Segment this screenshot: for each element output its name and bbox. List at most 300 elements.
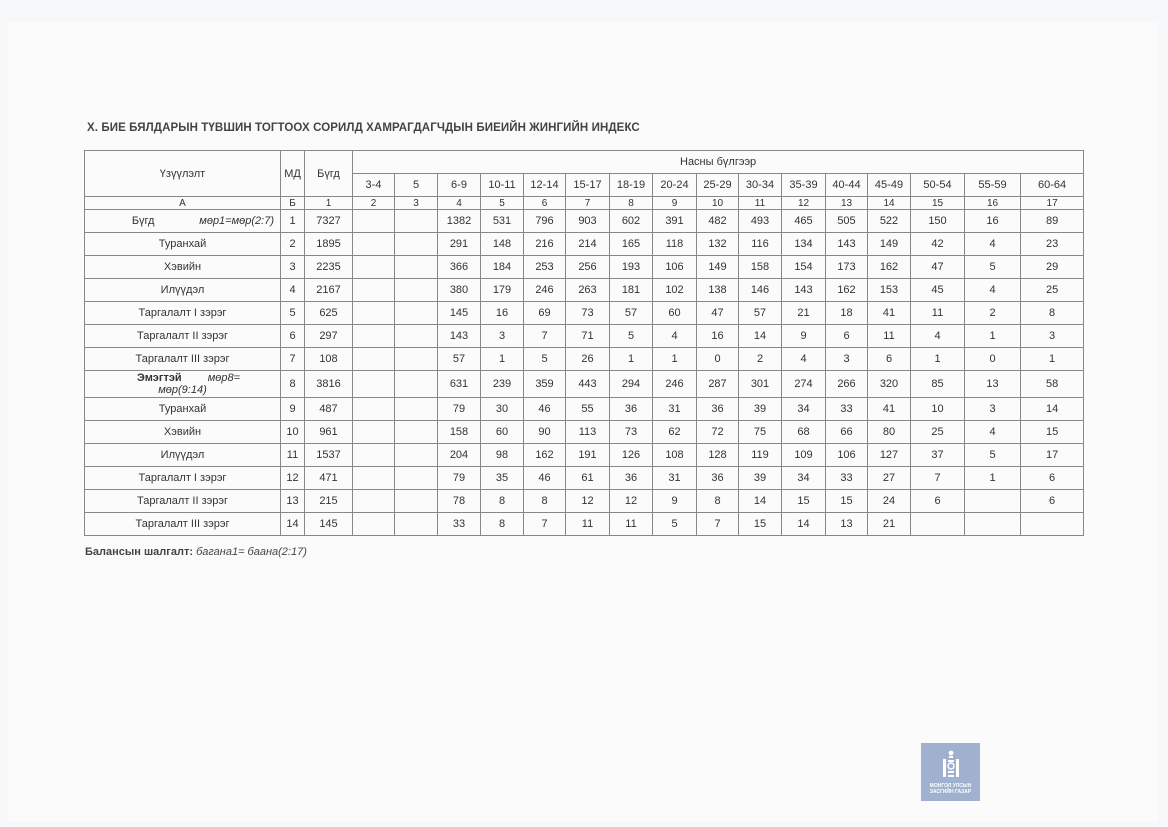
cell-value: 12 [566, 490, 610, 513]
cell-value: 1 [653, 348, 697, 371]
cell-value [353, 210, 395, 233]
cell-value: 3 [965, 398, 1021, 421]
cell-value [965, 490, 1021, 513]
cell-value: 903 [566, 210, 610, 233]
cell-value: 47 [697, 302, 739, 325]
row-label [85, 371, 281, 398]
cell-value: 68 [782, 421, 826, 444]
column-code: 4 [438, 197, 481, 210]
age-group-header: 18-19 [610, 174, 653, 197]
cell-value [965, 513, 1021, 536]
cell-value [395, 279, 438, 302]
age-group-header: 45-49 [868, 174, 911, 197]
column-code: 2 [353, 197, 395, 210]
age-group-header: 40-44 [826, 174, 868, 197]
cell-value: 4 [782, 348, 826, 371]
header-indicator: Үзүүлэлт [85, 151, 281, 197]
cell-value: 3 [481, 325, 524, 348]
cell-value: 36 [610, 398, 653, 421]
cell-value [1021, 513, 1084, 536]
cell-value: 85 [911, 371, 965, 398]
row-total: 487 [305, 398, 353, 421]
row-formula: мөр8= [207, 372, 241, 384]
cell-value: 10 [911, 398, 965, 421]
age-group-header: 60-64 [1021, 174, 1084, 197]
cell-value: 33 [826, 467, 868, 490]
cell-value: 6 [1021, 467, 1084, 490]
cell-value [353, 467, 395, 490]
header-age-groups: Насны бүлгээр [353, 151, 1084, 174]
cell-value: 41 [868, 302, 911, 325]
cell-value: 8 [481, 513, 524, 536]
cell-value: 24 [868, 490, 911, 513]
cell-value: 7 [524, 513, 566, 536]
cell-value: 9 [653, 490, 697, 513]
cell-value: 7 [524, 325, 566, 348]
row-md: 7 [281, 348, 305, 371]
cell-value: 5 [524, 348, 566, 371]
cell-value: 143 [438, 325, 481, 348]
cell-value: 134 [782, 233, 826, 256]
cell-value: 102 [653, 279, 697, 302]
cell-value: 3 [826, 348, 868, 371]
cell-value: 193 [610, 256, 653, 279]
row-label: Илүүдэл [85, 444, 281, 467]
cell-value: 34 [782, 398, 826, 421]
column-code: 7 [566, 197, 610, 210]
cell-value: 33 [826, 398, 868, 421]
cell-value: 138 [697, 279, 739, 302]
cell-value: 391 [653, 210, 697, 233]
government-logo [921, 743, 980, 801]
cell-value: 263 [566, 279, 610, 302]
cell-value: 45 [911, 279, 965, 302]
balance-check-label: Балансын шалгалт: [85, 546, 193, 558]
row-total: 7327 [305, 210, 353, 233]
cell-value: 27 [868, 467, 911, 490]
row-label: Таргалалт II зэрэг [85, 490, 281, 513]
table-row [85, 210, 1084, 233]
cell-value: 143 [826, 233, 868, 256]
cell-value: 90 [524, 421, 566, 444]
cell-value: 18 [826, 302, 868, 325]
cell-value: 162 [868, 256, 911, 279]
cell-value: 173 [826, 256, 868, 279]
cell-value: 256 [566, 256, 610, 279]
cell-value: 158 [739, 256, 782, 279]
age-group-header: 6-9 [438, 174, 481, 197]
cell-value: 246 [524, 279, 566, 302]
row-md: 8 [281, 371, 305, 398]
row-md: 6 [281, 325, 305, 348]
row-md: 13 [281, 490, 305, 513]
cell-value: 73 [566, 302, 610, 325]
cell-value: 15 [826, 490, 868, 513]
cell-value: 150 [911, 210, 965, 233]
cell-value: 181 [610, 279, 653, 302]
cell-value: 1 [965, 325, 1021, 348]
table-row [85, 490, 1084, 513]
cell-value: 127 [868, 444, 911, 467]
cell-value: 3 [1021, 325, 1084, 348]
cell-value: 15 [1021, 421, 1084, 444]
row-formula: мөр1=мөр(2:7) [199, 215, 274, 227]
cell-value: 26 [566, 348, 610, 371]
column-code: 11 [739, 197, 782, 210]
cell-value: 16 [697, 325, 739, 348]
cell-value: 31 [653, 398, 697, 421]
table-row [85, 325, 1084, 348]
row-md: 10 [281, 421, 305, 444]
cell-value: 6 [868, 348, 911, 371]
header-md: МД [281, 151, 305, 197]
logo-line1: МОНГОЛ УЛСЫН [929, 783, 972, 789]
cell-value: 12 [610, 490, 653, 513]
cell-value: 602 [610, 210, 653, 233]
column-code: 8 [610, 197, 653, 210]
cell-value: 16 [965, 210, 1021, 233]
cell-value: 294 [610, 371, 653, 398]
cell-value: 15 [782, 490, 826, 513]
cell-value: 149 [868, 233, 911, 256]
age-group-header: 30-34 [739, 174, 782, 197]
row-md: 14 [281, 513, 305, 536]
row-total: 625 [305, 302, 353, 325]
cell-value: 0 [697, 348, 739, 371]
cell-value: 25 [1021, 279, 1084, 302]
cell-value [353, 444, 395, 467]
soyombo-icon [940, 749, 962, 779]
cell-value [353, 325, 395, 348]
cell-value [395, 325, 438, 348]
cell-value: 6 [911, 490, 965, 513]
cell-value: 11 [911, 302, 965, 325]
cell-value: 23 [1021, 233, 1084, 256]
cell-value [353, 421, 395, 444]
row-total: 215 [305, 490, 353, 513]
cell-value: 522 [868, 210, 911, 233]
cell-value: 25 [911, 421, 965, 444]
table-row [85, 467, 1084, 490]
cell-value: 301 [739, 371, 782, 398]
cell-value: 239 [481, 371, 524, 398]
cell-value: 46 [524, 398, 566, 421]
cell-value: 2 [739, 348, 782, 371]
cell-value [911, 513, 965, 536]
cell-value [395, 371, 438, 398]
cell-value: 78 [438, 490, 481, 513]
cell-value: 184 [481, 256, 524, 279]
cell-value: 4 [965, 233, 1021, 256]
bmi-table [84, 150, 1084, 536]
cell-value: 14 [739, 325, 782, 348]
cell-value: 1 [911, 348, 965, 371]
cell-value: 116 [739, 233, 782, 256]
cell-value: 214 [566, 233, 610, 256]
cell-value: 119 [739, 444, 782, 467]
column-code: 10 [697, 197, 739, 210]
cell-value: 21 [782, 302, 826, 325]
cell-value: 60 [653, 302, 697, 325]
row-md: 1 [281, 210, 305, 233]
column-code: 1 [305, 197, 353, 210]
cell-value: 148 [481, 233, 524, 256]
row-md: 11 [281, 444, 305, 467]
cell-value: 98 [481, 444, 524, 467]
cell-value: 47 [911, 256, 965, 279]
balance-check-formula: багана1= баана(2:17) [196, 546, 307, 558]
cell-value [395, 444, 438, 467]
cell-value: 204 [438, 444, 481, 467]
cell-value: 5 [965, 444, 1021, 467]
cell-value: 162 [524, 444, 566, 467]
row-label: Таргалалт II зэрэг [85, 325, 281, 348]
age-group-header: 55-59 [965, 174, 1021, 197]
cell-value: 109 [782, 444, 826, 467]
cell-value: 106 [826, 444, 868, 467]
row-md: 9 [281, 398, 305, 421]
cell-value: 191 [566, 444, 610, 467]
cell-value: 5 [965, 256, 1021, 279]
cell-value: 154 [782, 256, 826, 279]
row-label: Таргалалт I зэрэг [85, 302, 281, 325]
age-group-header: 15-17 [566, 174, 610, 197]
cell-value: 118 [653, 233, 697, 256]
cell-value: 6 [1021, 490, 1084, 513]
row-md: 3 [281, 256, 305, 279]
cell-value: 36 [610, 467, 653, 490]
row-label-text: Бүгд [131, 215, 155, 227]
cell-value: 146 [739, 279, 782, 302]
row-total: 145 [305, 513, 353, 536]
table-row [85, 398, 1084, 421]
cell-value: 46 [524, 467, 566, 490]
row-formula-cont: мөр(9:14) [158, 384, 207, 396]
cell-value: 143 [782, 279, 826, 302]
row-total: 471 [305, 467, 353, 490]
cell-value: 61 [566, 467, 610, 490]
cell-value: 11 [610, 513, 653, 536]
table-row [85, 348, 1084, 371]
column-code: 9 [653, 197, 697, 210]
column-code: 5 [481, 197, 524, 210]
cell-value: 89 [1021, 210, 1084, 233]
cell-value [395, 421, 438, 444]
cell-value: 287 [697, 371, 739, 398]
cell-value: 75 [739, 421, 782, 444]
cell-value: 73 [610, 421, 653, 444]
cell-value: 57 [610, 302, 653, 325]
cell-value: 1382 [438, 210, 481, 233]
row-total: 1537 [305, 444, 353, 467]
table-row [85, 279, 1084, 302]
cell-value: 165 [610, 233, 653, 256]
cell-value: 31 [653, 467, 697, 490]
cell-value: 9 [782, 325, 826, 348]
cell-value: 5 [610, 325, 653, 348]
cell-value: 13 [826, 513, 868, 536]
column-code: А [85, 197, 281, 210]
cell-value [353, 490, 395, 513]
cell-value [353, 302, 395, 325]
code-row [85, 197, 1084, 210]
age-group-header: 10-11 [481, 174, 524, 197]
age-group-header: 35-39 [782, 174, 826, 197]
cell-value: 79 [438, 398, 481, 421]
logo-line2: ЗАСГИЙН ГАЗАР [929, 789, 972, 795]
cell-value: 14 [1021, 398, 1084, 421]
row-label: Хэвийн [85, 421, 281, 444]
cell-value: 58 [1021, 371, 1084, 398]
cell-value: 253 [524, 256, 566, 279]
cell-value: 37 [911, 444, 965, 467]
cell-value: 465 [782, 210, 826, 233]
row-label-text: Эмэгтэй [136, 372, 182, 384]
cell-value: 72 [697, 421, 739, 444]
header-total: Бүгд [305, 151, 353, 197]
row-total: 961 [305, 421, 353, 444]
row-label: Туранхай [85, 398, 281, 421]
cell-value: 80 [868, 421, 911, 444]
row-label [85, 210, 281, 233]
cell-value: 14 [739, 490, 782, 513]
row-total: 108 [305, 348, 353, 371]
cell-value: 531 [481, 210, 524, 233]
table-row [85, 421, 1084, 444]
cell-value: 320 [868, 371, 911, 398]
cell-value [395, 256, 438, 279]
cell-value: 106 [653, 256, 697, 279]
column-code: 3 [395, 197, 438, 210]
cell-value: 216 [524, 233, 566, 256]
cell-value: 8 [1021, 302, 1084, 325]
column-code: 13 [826, 197, 868, 210]
table-row [85, 256, 1084, 279]
cell-value: 34 [782, 467, 826, 490]
cell-value: 266 [826, 371, 868, 398]
cell-value: 5 [653, 513, 697, 536]
cell-value: 8 [481, 490, 524, 513]
cell-value: 274 [782, 371, 826, 398]
balance-check [85, 546, 307, 558]
cell-value [395, 398, 438, 421]
cell-value [395, 233, 438, 256]
cell-value [395, 210, 438, 233]
cell-value: 30 [481, 398, 524, 421]
row-md: 2 [281, 233, 305, 256]
cell-value: 796 [524, 210, 566, 233]
cell-value: 66 [826, 421, 868, 444]
cell-value: 113 [566, 421, 610, 444]
cell-value: 132 [697, 233, 739, 256]
cell-value: 6 [826, 325, 868, 348]
cell-value [395, 513, 438, 536]
row-label: Таргалалт III зэрэг [85, 513, 281, 536]
cell-value: 505 [826, 210, 868, 233]
row-total: 297 [305, 325, 353, 348]
cell-value: 15 [739, 513, 782, 536]
cell-value: 108 [653, 444, 697, 467]
cell-value: 35 [481, 467, 524, 490]
cell-value: 493 [739, 210, 782, 233]
cell-value: 36 [697, 467, 739, 490]
cell-value [395, 302, 438, 325]
cell-value: 36 [697, 398, 739, 421]
column-code: 15 [911, 197, 965, 210]
row-label: Туранхай [85, 233, 281, 256]
cell-value: 1 [610, 348, 653, 371]
cell-value: 69 [524, 302, 566, 325]
cell-value [353, 371, 395, 398]
cell-value: 380 [438, 279, 481, 302]
cell-value: 4 [965, 421, 1021, 444]
cell-value: 7 [697, 513, 739, 536]
table-row [85, 444, 1084, 467]
cell-value: 1 [481, 348, 524, 371]
column-code: Б [281, 197, 305, 210]
cell-value: 631 [438, 371, 481, 398]
age-group-header: 25-29 [697, 174, 739, 197]
age-group-header: 3-4 [353, 174, 395, 197]
age-group-header: 5 [395, 174, 438, 197]
table-row [85, 513, 1084, 536]
column-code: 6 [524, 197, 566, 210]
cell-value: 11 [868, 325, 911, 348]
cell-value: 2 [965, 302, 1021, 325]
row-md: 4 [281, 279, 305, 302]
cell-value [353, 513, 395, 536]
cell-value: 145 [438, 302, 481, 325]
cell-value: 1 [965, 467, 1021, 490]
cell-value: 0 [965, 348, 1021, 371]
table-title: X. БИЕ БЯЛДАРЫН ТҮВШИН ТОГТООХ СОРИЛД ХАМРАГДАГЧДЫН БИЕИЙН ЖИНГИЙН ИНДЕКС [87, 122, 640, 134]
cell-value: 4 [911, 325, 965, 348]
cell-value: 443 [566, 371, 610, 398]
cell-value [395, 467, 438, 490]
age-group-header: 50-54 [911, 174, 965, 197]
cell-value: 13 [965, 371, 1021, 398]
cell-value: 8 [524, 490, 566, 513]
cell-value: 79 [438, 467, 481, 490]
cell-value: 17 [1021, 444, 1084, 467]
cell-value: 162 [826, 279, 868, 302]
cell-value: 153 [868, 279, 911, 302]
cell-value [353, 279, 395, 302]
column-code: 17 [1021, 197, 1084, 210]
cell-value: 71 [566, 325, 610, 348]
column-code: 14 [868, 197, 911, 210]
cell-value: 57 [438, 348, 481, 371]
cell-value: 11 [566, 513, 610, 536]
cell-value: 29 [1021, 256, 1084, 279]
cell-value: 60 [481, 421, 524, 444]
cell-value: 4 [653, 325, 697, 348]
table-row [85, 233, 1084, 256]
row-label: Таргалалт III зэрэг [85, 348, 281, 371]
row-label: Таргалалт I зэрэг [85, 467, 281, 490]
row-md: 12 [281, 467, 305, 490]
column-code: 16 [965, 197, 1021, 210]
row-total: 2235 [305, 256, 353, 279]
cell-value: 62 [653, 421, 697, 444]
cell-value: 179 [481, 279, 524, 302]
cell-value: 359 [524, 371, 566, 398]
cell-value [353, 398, 395, 421]
cell-value [395, 490, 438, 513]
age-group-header: 20-24 [653, 174, 697, 197]
row-total: 3816 [305, 371, 353, 398]
cell-value: 1 [1021, 348, 1084, 371]
